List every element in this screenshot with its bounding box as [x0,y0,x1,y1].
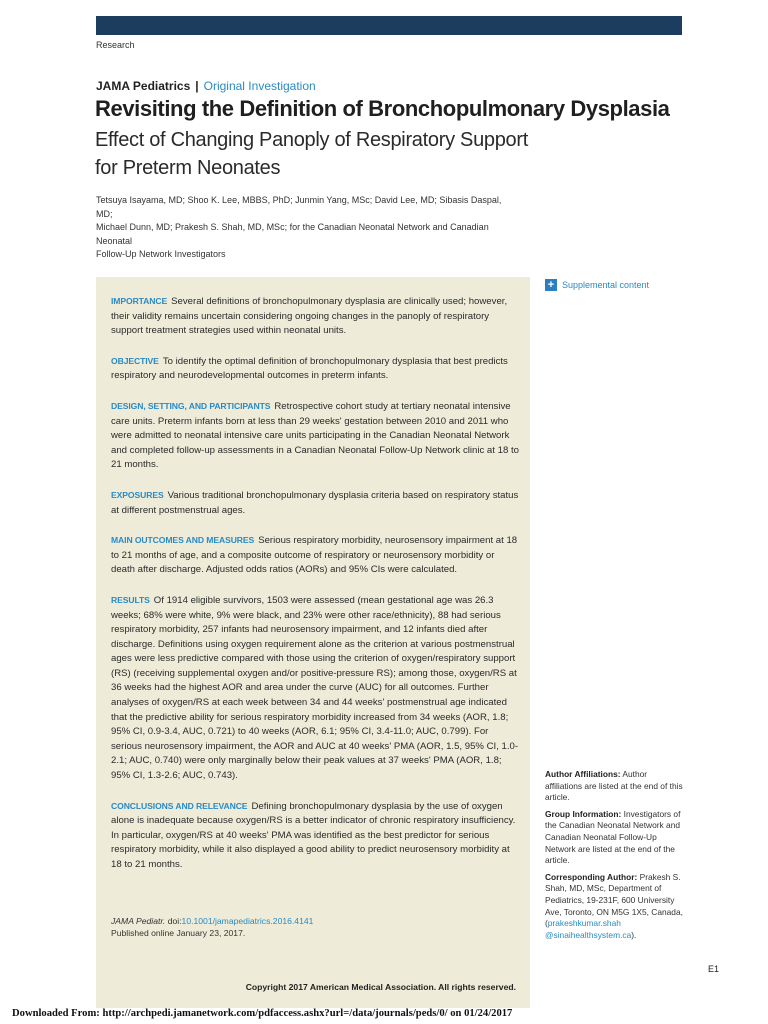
citation-line [111,915,511,927]
abstract-text: Serious respiratory morbidity, neurosensory impairment at 18 to 21 months of age, and a composite outcome of respiratory or neurosensory morbidity or death after discharge. Adjusted odds ratios (AORs) and 95% CIs were calculated. [111,535,518,576]
journal-name: JAMA Pediatrics [96,79,191,93]
article-subtitle [95,126,655,182]
article-type: Original Investigation [203,79,316,93]
affiliations-label: Author Affiliations: [545,769,621,779]
group-text: Investigators of the Canadian Neonatal Network and Canadian Neonatal Follow-Up Network are listed at the end of the article. [545,808,681,866]
abstract-design [111,399,521,473]
supplemental-content-link[interactable] [545,279,649,291]
header-separator: | [195,79,199,93]
supplemental-label[interactable]: Supplemental content [562,280,650,290]
abstract-importance [111,294,521,339]
copyright-notice: Copyright 2017 American Medical Association. All rights reserved. [245,982,516,992]
group-label: Group Information: [545,808,622,819]
email-link[interactable]: prakeshkumar.shah @sinaihealthsystem.ca [545,918,632,940]
abstract-text: Several definitions of bronchopulmonary dysplasia are clinically used; however, their validity remains uncertain considering ongoing changes in the panoply of respiratory support treatment strategies used within neonatal units. [111,296,508,337]
abstract-results [111,593,521,784]
affiliations-note [545,769,685,804]
journal-header [96,79,316,93]
group-info-note [545,809,685,867]
abstract-exposures [111,488,521,518]
section-label: Research [96,40,135,50]
abstract-heading: DESIGN, SETTING, AND PARTICIPANTS [111,400,271,411]
abstract-conclusions [111,799,521,873]
doi-link[interactable]: 10.1001/jamapediatrics.2016.4141 [181,916,314,926]
subtitle-line: Effect of Changing Panoply of Respiratory Support [95,129,528,151]
corresponding-end: ). [631,929,637,940]
doi-prefix: doi: [167,916,182,926]
abstract-text: Defining bronchopulmonary dysplasia by the use of oxygen alone is inadequate because oxygen/RS is a better indicator of chronic respiratory insufficiency. In particular, oxygen/RS at 40 weeks' PMA was identified as the best predictor for serious respiratory morbidity, while it also displayed a good ability to predict neurosensory morbidity at 18 to 21 months. [111,800,516,870]
page-number: E1 [708,964,720,974]
citation-block [111,915,511,939]
abstract-heading: MAIN OUTCOMES AND MEASURES [111,535,255,546]
download-footer: Downloaded From: http://archpedi.jamanetwork.com/pdfaccess.ashx?url=/data/journals/peds/0/ on 01/24/2017 [12,1008,513,1019]
journal-abbrev: JAMA Pediatr. [111,916,166,926]
abstract-text: Various traditional bronchopulmonary dysplasia criteria based on respiratory status at different postmenstrual ages. [111,489,519,516]
author-info-sidebar [545,769,685,946]
abstract-objective [111,354,521,384]
corresponding-text: Prakesh S. Shah, MD, MSc, Department of Pediatrics, 19-231F, 600 University Ave, Toronto, ON M5G 1X5, Canada, ( [545,871,683,929]
corresponding-label: Corresponding Author: [545,871,638,882]
abstract-heading: CONCLUSIONS AND RELEVANCE [111,800,248,811]
author-line: Tetsuya Isayama, MD; Shoo K. Lee, MBBS, PhD; Junmin Yang, MSc; David Lee, MD; Sibasis Daspal, MD; [96,195,502,219]
plus-icon: + [545,279,557,291]
abstract-heading: EXPOSURES [111,489,164,500]
abstract-text: Retrospective cohort study at tertiary neonatal intensive care units. Preterm infants born at less than 29 weeks' gestation between 2010 and 2011 who were admitted to neonatal intensive care units participating in the Canadian Neonatal Network and completed follow-up assessments in a Canadian Neonatal Follow-Up Network clinic at 18 to 21 months. [111,400,519,471]
author-list [96,194,516,262]
published-date: Published online January 23, 2017. [111,928,246,938]
article-title: Revisiting the Definition of Bronchopulmonary Dysplasia [95,96,670,121]
top-banner [96,16,682,35]
abstract-heading: IMPORTANCE [111,296,168,306]
abstract-text: To identify the optimal definition of bronchopulmonary dysplasia that best predicts respiratory and neurodevelopmental outcomes in preterm infants. [111,355,508,382]
affiliations-text: Author affiliations are listed at the end of this article. [545,769,683,803]
abstract [111,294,521,888]
abstract-heading: RESULTS [111,594,150,605]
author-line: Follow-Up Network Investigators [96,249,226,259]
abstract-outcomes [111,533,521,578]
corresponding-author-note [545,872,685,942]
abstract-text: Of 1914 eligible survivors, 1503 were assessed (mean gestational age was 26.3 weeks; 68% were white, 9% were black, and 23% were other race/ethnicity), 88 had serious respiratory morbidity, 257 infants had neurosensory impairment, and 12 infants died after discharge. Definitions using oxygen requirement alone as the criterion at various postmenstrual ages were less predictive compared with those using the criterion of oxygen/respiratory support (RS) (receiving supplemental oxygen and/or positive-pressure RS); among those, oxygen/RS at 36 weeks had the highest AOR and area under the curve (AUC) for all outcomes. Further analyses of oxygen/RS at each week between 34 and 44 weeks' postmenstrual age indicated that the predictive ability for serious respiratory morbidity increased from 34 weeks (AOR, 1.8; 95% CI, 0.9-3.4, AUC, 0.721) to 40 weeks (AOR, 6.1; 95% CI, 3.4-11.0; AUC, 0.799). For serious neurosensory impairment, the AOR and AUC at 40 weeks' PMA (AOR, 1.5, 95% CI, 1.0-2.1; AUC, 0.740) were only marginally below their peak values at 37 weeks' PMA (AOR, 1.8; 95% CI, 1.3-2.6; AUC, 0.743). [111,594,519,782]
author-line: Michael Dunn, MD; Prakesh S. Shah, MD, MSc; for the Canadian Neonatal Network and Canadian Neonatal [96,222,489,246]
subtitle-line: for Preterm Neonates [95,157,281,179]
abstract-heading: OBJECTIVE [111,355,159,366]
